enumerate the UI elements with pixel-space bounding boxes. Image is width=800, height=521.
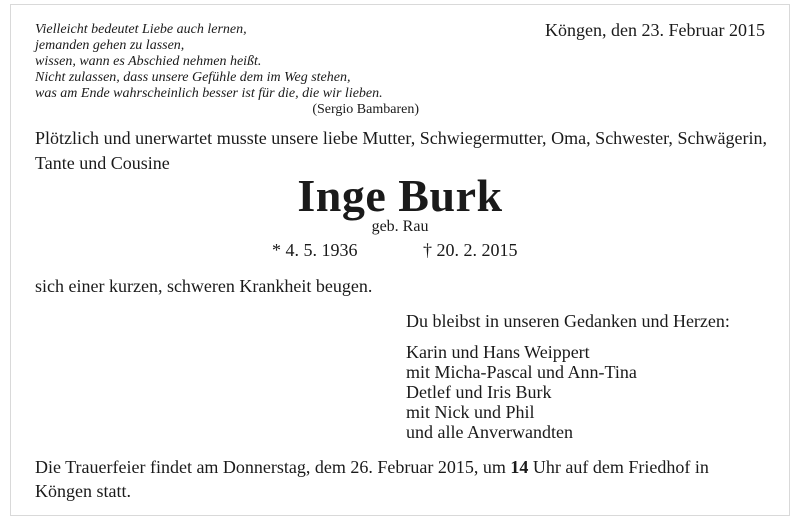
poem-line: jemanden gehen zu lassen, xyxy=(35,38,185,53)
poem-line: Nicht zulassen, dass unsere Gefühle dem im Weg stehen, xyxy=(35,70,351,85)
mourners-block xyxy=(406,311,730,442)
mourners-headline: Du bleibst in unseren Gedanken und Herzen: xyxy=(406,311,730,331)
deceased-name: Inge Burk xyxy=(297,170,503,221)
mourner-entry: mit Micha-Pascal und Ann-Tina xyxy=(406,362,637,382)
mourner-entry: und alle Anverwandten xyxy=(406,422,573,442)
poem-line: wissen, wann es Abschied nehmen heißt. xyxy=(35,54,262,69)
death-date: † 20. 2. 2015 xyxy=(423,240,518,260)
mourner-entry: Karin und Hans Weippert xyxy=(406,342,590,362)
poem-block xyxy=(35,22,435,118)
birth-date: * 4. 5. 1936 xyxy=(272,240,358,260)
funeral-time: 14 xyxy=(510,457,529,477)
funeral-info xyxy=(35,455,770,503)
place-date: Köngen, den 23. Februar 2015 xyxy=(545,20,765,40)
poem-line: Vielleicht bedeutet Liebe auch lernen, xyxy=(35,22,247,37)
poem-line: was am Ende wahrscheinlich besser ist für die, die wir lieben. xyxy=(35,86,383,101)
maiden-name: geb. Rau xyxy=(371,218,429,235)
funeral-text-start: Die Trauerfeier findet am Donnerstag, dem 26. Februar 2015, um xyxy=(35,457,511,477)
mourner-entry: mit Nick und Phil xyxy=(406,402,535,422)
funeral-text-end: Uhr auf dem Friedhof in Köngen statt. xyxy=(35,457,709,501)
intro-text: Plötzlich und unerwartet musste unsere liebe Mutter, Schwiegermutter, Oma, Schwester, Schwägerin, Tante und Cousine xyxy=(35,128,767,173)
closing-text: sich einer kurzen, schweren Krankheit beugen. xyxy=(35,276,373,296)
poem-author: (Sergio Bambaren) xyxy=(312,102,419,117)
mourner-entry: Detlef und Iris Burk xyxy=(406,382,552,402)
